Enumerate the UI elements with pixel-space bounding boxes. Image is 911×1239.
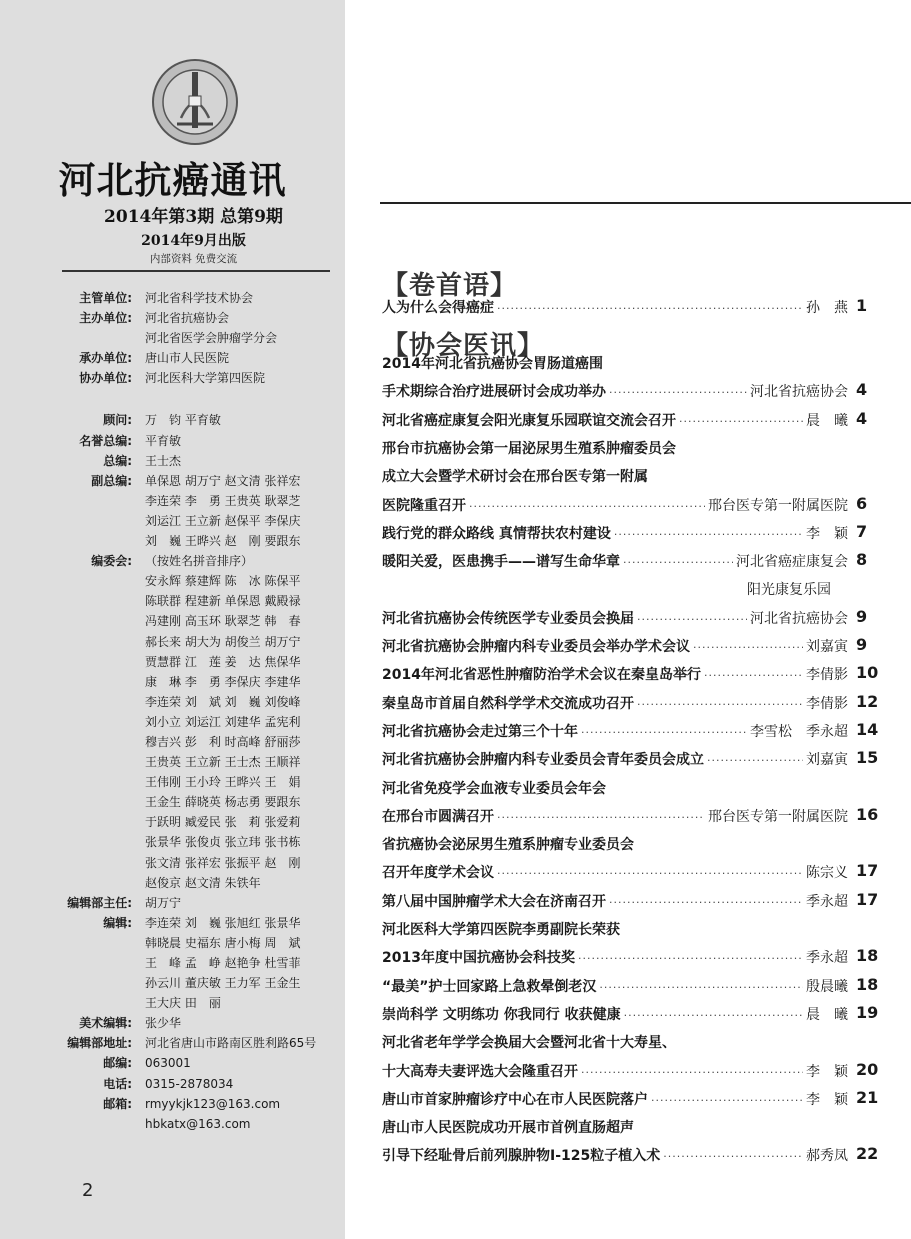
staff-label	[0, 933, 132, 953]
toc-leader-dots	[637, 613, 747, 626]
staff-row	[0, 1033, 345, 1053]
toc-leader-dots	[651, 1094, 803, 1107]
staff-value: 冯建刚 高玉环 耿翠芝 韩 春	[145, 614, 301, 629]
toc-author: 河北省抗癌协会	[750, 384, 848, 401]
toc-entry-line	[382, 297, 852, 317]
staff-label	[0, 531, 132, 551]
masthead-label: 主管单位:	[79, 291, 132, 305]
toc-entry-line	[382, 891, 852, 911]
staff-row	[0, 853, 345, 873]
toc-author: 邢台医专第一附属医院	[708, 497, 848, 514]
toc-title: “最美”护士回家路上急救晕倒老汉	[382, 978, 597, 995]
staff-value: 王 峰 孟 峥 赵艳争 杜雪菲	[145, 956, 301, 970]
staff-value: （按姓名拼音排序）	[145, 554, 254, 569]
toc-page-number: 7	[856, 521, 868, 541]
toc-title: 召开年度学术会议	[382, 865, 494, 882]
staff-row	[0, 1013, 345, 1033]
toc-title: 2013年度中国抗癌协会科技奖	[382, 950, 575, 967]
toc-entry-line	[382, 1061, 852, 1081]
toc-leader-dots	[578, 952, 803, 965]
toc-page-number: 19	[856, 1002, 879, 1022]
staff-value: 刘运江 王立新 赵保平 李保庆	[145, 513, 301, 528]
staff-label	[0, 812, 132, 832]
toc-entry-line	[382, 664, 852, 684]
toc-leader-dots	[609, 386, 747, 399]
staff-row	[0, 893, 345, 913]
toc-title: 第八届中国肿瘤学术大会在济南召开	[382, 893, 606, 910]
toc-title: 十大高寿夫妻评选大会隆重召开	[382, 1063, 578, 1080]
toc-entry-line	[382, 636, 852, 656]
staff-value: 万 钧 平育敏	[145, 413, 221, 428]
staff-label: 编辑部地址:	[67, 1036, 132, 1051]
toc-entry-line	[382, 551, 852, 571]
staff-label	[0, 853, 132, 873]
staff-value: 贾慧群 江 莲 姜 达 焦保华	[145, 654, 301, 669]
staff-value: 张少华	[145, 1016, 182, 1031]
staff-label	[0, 732, 132, 752]
staff-row	[0, 632, 345, 652]
staff-label: 总编:	[103, 453, 132, 468]
toc-leader-dots	[609, 896, 803, 909]
toc-entry-line	[382, 862, 852, 882]
toc-author: 刘嘉寅	[806, 639, 848, 655]
toc-page-number: 14	[856, 719, 879, 739]
toc-author: 季永超	[806, 893, 848, 910]
toc-title-line: 河北省老年学学会换届大会暨河北省十大寿星、	[382, 1035, 676, 1052]
staff-label	[0, 792, 132, 812]
staff-value: 平育敏	[145, 433, 182, 448]
staff-row	[0, 913, 345, 933]
staff-label: 邮箱:	[103, 1096, 132, 1111]
staff-label	[0, 692, 132, 712]
staff-row	[0, 752, 345, 772]
staff-label	[0, 632, 132, 652]
staff-row	[0, 551, 345, 571]
staff-value: rmyykjk123@163.com	[145, 1096, 281, 1111]
toc-author: 李倩影	[806, 695, 848, 712]
staff-row	[0, 652, 345, 672]
toc-page-number: 9	[856, 635, 868, 654]
toc-page-number: 4	[856, 408, 868, 428]
staff-row	[0, 591, 345, 611]
masthead-value: 河北省医学会肿瘤学分会	[145, 331, 278, 346]
toc-page-number: 1	[856, 296, 868, 315]
masthead-spacer	[0, 388, 345, 410]
staff-value: 王贵英 王立新 王士杰 王顺祥	[145, 755, 301, 770]
toc-page-number: 18	[856, 974, 879, 994]
staff-row	[0, 511, 345, 531]
staff-row	[0, 410, 345, 430]
masthead-value: 河北省科学技术协会	[145, 291, 254, 305]
toc-author: 刘嘉寅	[806, 752, 848, 769]
staff-value: 王伟刚 王小玲 王晔兴 王 娟	[145, 775, 301, 790]
toc-author: 季永超	[806, 950, 848, 967]
toc-leader-dots	[497, 302, 803, 315]
toc-leader-dots	[581, 1066, 803, 1079]
toc-title: 崇尚科学 文明练功 你我同行 收获健康	[382, 1006, 621, 1023]
magazine-title: 河北抗癌通讯	[58, 158, 287, 202]
toc-author: 李 颖	[806, 1063, 848, 1080]
toc-page-number: 15	[856, 748, 879, 768]
masthead-label: 主办单位:	[79, 311, 132, 326]
toc-title: 河北省抗癌协会肿瘤内科专业委员会举办学术会议	[382, 639, 690, 655]
toc-author: 殷晨曦	[806, 978, 848, 995]
toc-title-line: 2014年河北省抗癌协会胃肠道癌围	[382, 356, 603, 372]
toc-title-line: 邢台市抗癌协会第一届泌尿男生殖系肿瘤委员会	[382, 440, 676, 457]
staff-label	[0, 652, 132, 672]
staff-value: 李连荣 刘 巍 张旭红 张景华	[145, 915, 301, 930]
staff-label	[0, 953, 132, 973]
toc-title: 暖阳关爱，医患携手——谱写生命华章	[382, 554, 620, 571]
toc-page-number: 10	[856, 663, 879, 683]
masthead-row	[0, 328, 345, 348]
toc-author: 晨 曦	[806, 1006, 848, 1023]
toc-author: 陈宗义	[806, 865, 848, 882]
staff-row	[0, 772, 345, 792]
toc-leader-dots	[704, 669, 803, 682]
masthead-value: 唐山市人民医院	[145, 351, 230, 366]
staff-list	[0, 410, 345, 1133]
staff-label: 电话:	[103, 1076, 132, 1091]
toc-page-number: 22	[856, 1144, 879, 1164]
toc-title: 河北省抗癌协会肿瘤内科专业委员会青年委员会成立	[382, 752, 704, 769]
masthead-row	[0, 288, 345, 308]
staff-value: 王士杰	[145, 453, 182, 468]
staff-label	[0, 752, 132, 772]
toc-leader-dots	[497, 811, 705, 824]
staff-label	[0, 873, 132, 893]
toc-author: 河北省癌症康复会	[736, 554, 848, 571]
staff-value: 陈联群 程建新 单保恩 戴殿禄	[145, 594, 301, 609]
section-heading-news: 【协会医讯】	[382, 331, 545, 361]
masthead-label: 协办单位:	[79, 371, 132, 386]
toc-entry-line	[382, 721, 852, 741]
staff-label	[0, 611, 132, 631]
toc-title: 秦皇岛市首届自然科学学术交流成功召开	[382, 695, 634, 712]
toc-title-line: 唐山市人民医院成功开展市首例直肠超声	[382, 1120, 634, 1137]
toc-entry-line	[382, 947, 852, 967]
toc-leader-dots	[599, 981, 803, 994]
toc-title: 唐山市首家肿瘤诊疗中心在市人民医院落户	[382, 1091, 648, 1108]
staff-label: 美术编辑:	[79, 1016, 132, 1031]
staff-row	[0, 1114, 345, 1134]
toc-leader-dots	[707, 754, 803, 767]
toc-title: 医院隆重召开	[382, 497, 466, 514]
toc-title: 引导下经耻骨后前列腺肿物I-125粒子植入术	[382, 1148, 661, 1165]
staff-value: 张文清 张祥宏 张振平 赵 刚	[145, 855, 301, 870]
association-logo	[151, 58, 239, 146]
masthead-row	[0, 348, 345, 368]
staff-label	[0, 571, 132, 591]
toc-author: 李 颖	[806, 1091, 848, 1108]
staff-value: 于跃明 臧爱民 张 莉 张爱莉	[145, 815, 301, 830]
staff-row	[0, 712, 345, 732]
staff-value: 孙云川 董庆敏 王力军 王金生	[145, 976, 301, 991]
toc-author: 晨 曦	[806, 412, 848, 429]
staff-row	[0, 873, 345, 893]
toc-title: 在邢台市圆满召开	[382, 808, 494, 825]
staff-label: 名誉总编:	[79, 433, 132, 448]
toc-entry-line	[382, 749, 852, 769]
toc-leader-dots	[497, 867, 803, 880]
staff-label	[0, 672, 132, 692]
toc-title: 河北省抗癌协会传统医学专业委员会换届	[382, 610, 634, 627]
toc-author: 邢台医专第一附属医院	[708, 808, 848, 825]
toc-page-number: 18	[856, 946, 879, 966]
masthead-label	[0, 328, 132, 348]
toc-title: 河北省癌症康复会阳光康复乐园联谊交流会召开	[382, 412, 676, 429]
contents-top-rule	[380, 202, 911, 204]
section-heading-preface: 【卷首语】	[382, 271, 518, 301]
toc-title: 手术期综合治疗进展研讨会成功举办	[382, 384, 606, 401]
toc-entry-line	[382, 1004, 852, 1024]
staff-label	[0, 1114, 132, 1134]
staff-value: 胡万宁	[145, 895, 182, 910]
staff-value: 单保恩 胡万宁 赵文清 张祥宏	[145, 473, 301, 488]
toc-title-line: 河北省免疫学会血液专业委员会年会	[382, 780, 606, 797]
masthead-panel	[0, 0, 345, 1239]
staff-row	[0, 611, 345, 631]
toc-title: 践行党的群众路线 真情帮扶农村建设	[382, 525, 611, 542]
staff-row	[0, 832, 345, 852]
publication-date: 2014年9月出版	[141, 233, 246, 249]
masthead-list	[0, 288, 345, 1134]
staff-value: 李连荣 李 勇 王贵英 耿翠芝	[145, 493, 301, 508]
staff-row	[0, 812, 345, 832]
internal-note: 内部资料 免费交流	[149, 253, 238, 265]
toc-title: 河北省抗癌协会走过第三个十年	[382, 723, 578, 740]
staff-value: 河北省唐山市路南区胜利路65号	[145, 1036, 317, 1051]
toc-title-line: 成立大会暨学术研讨会在邢台医专第一附属	[382, 469, 648, 486]
toc-entry-line	[382, 1145, 852, 1165]
toc-entry-line	[382, 976, 852, 996]
toc-title-line: 河北医科大学第四医院李勇副院长荣获	[382, 922, 620, 938]
staff-label: 副总编:	[91, 473, 132, 488]
staff-row	[0, 491, 345, 511]
staff-row	[0, 792, 345, 812]
toc-author: 河北省抗癌协会	[750, 610, 848, 627]
toc-entry-line	[382, 523, 852, 543]
staff-row	[0, 953, 345, 973]
staff-value: hbkatx@163.com	[145, 1116, 251, 1131]
staff-value: 安永辉 蔡建辉 陈 冰 陈保平	[145, 574, 301, 589]
staff-label	[0, 973, 132, 993]
toc-page-number: 8	[856, 550, 868, 570]
staff-value: 0315-2878034	[145, 1076, 234, 1091]
staff-row	[0, 692, 345, 712]
staff-row	[0, 431, 345, 451]
masthead-label: 承办单位:	[79, 351, 132, 366]
toc-entry-line	[382, 608, 852, 628]
staff-row	[0, 1074, 345, 1094]
masthead-row	[0, 308, 345, 328]
staff-row	[0, 451, 345, 471]
staff-value: 赵俊京 赵文清 朱铁年	[145, 875, 261, 890]
masthead-value: 河北省抗癌协会	[145, 311, 230, 326]
staff-label: 邮编:	[103, 1056, 132, 1071]
issue-number: 2014年第3期 总第9期	[104, 207, 283, 227]
masthead-row	[0, 368, 345, 388]
toc-leader-dots	[469, 500, 705, 513]
toc-entry-line	[382, 806, 852, 826]
masthead-divider	[62, 270, 330, 272]
staff-value: 王大庆 田 丽	[145, 996, 221, 1011]
toc-page-number: 21	[856, 1087, 879, 1107]
staff-row	[0, 672, 345, 692]
staff-label: 编辑:	[103, 915, 132, 930]
toc-entry-line	[382, 410, 852, 430]
toc-entry-line	[382, 495, 852, 515]
toc-author: 李 颖	[806, 525, 848, 542]
staff-value: 穆吉兴 彭 利 时高峰 舒丽莎	[145, 734, 301, 749]
toc-entry-line	[382, 693, 852, 713]
toc-entry-line	[382, 381, 852, 401]
staff-value: 韩晓晨 史福东 唐小梅 周 斌	[145, 935, 301, 950]
staff-label: 编委会:	[91, 554, 132, 569]
toc-page-number: 4	[856, 380, 868, 400]
toc-page-number: 17	[856, 861, 879, 881]
staff-label	[0, 511, 132, 531]
staff-label: 编辑部主任:	[67, 895, 132, 910]
staff-value: 063001	[145, 1056, 191, 1071]
staff-value: 王金生 薛晓英 杨志勇 要跟东	[145, 795, 301, 810]
toc-author: 孙 燕	[806, 300, 848, 316]
toc-leader-dots	[693, 641, 803, 654]
staff-label	[0, 591, 132, 611]
toc-leader-dots	[679, 415, 803, 428]
toc-title: 2014年河北省恶性肿瘤防治学术会议在秦皇岛举行	[382, 667, 701, 684]
staff-row	[0, 571, 345, 591]
staff-value: 郝长来 胡大为 胡俊兰 胡万宁	[145, 634, 301, 649]
staff-row	[0, 933, 345, 953]
staff-label	[0, 772, 132, 792]
staff-value: 刘 巍 王晔兴 赵 刚 要跟东	[145, 534, 301, 549]
staff-value: 康 琳 李 勇 李保庆 李建华	[145, 674, 301, 689]
staff-row	[0, 993, 345, 1013]
toc-author: 郝秀凤	[806, 1148, 848, 1165]
toc-title: 人为什么会得癌症	[382, 300, 494, 316]
toc-page-number: 6	[856, 493, 868, 513]
staff-label	[0, 491, 132, 511]
toc-leader-dots	[623, 556, 733, 569]
staff-value: 李连荣 刘 斌 刘 巍 刘俊峰	[145, 694, 301, 709]
page-number: 2	[82, 1180, 94, 1201]
staff-row	[0, 1053, 345, 1073]
toc-leader-dots	[624, 1009, 803, 1022]
staff-label	[0, 993, 132, 1013]
staff-value: 刘小立 刘运江 刘建华 孟宪利	[145, 714, 301, 729]
toc-page-number: 17	[856, 889, 879, 909]
toc-author: 李雪松 季永超	[750, 723, 848, 740]
toc-page-number: 12	[856, 691, 879, 711]
toc-entry-line	[382, 1089, 852, 1109]
toc-page-number: 16	[856, 804, 879, 824]
staff-row	[0, 973, 345, 993]
staff-row	[0, 471, 345, 491]
toc-author-continued: 阳光康复乐园	[747, 582, 831, 599]
toc-page-number: 20	[856, 1059, 879, 1079]
masthead-value: 河北医科大学第四医院	[145, 371, 266, 386]
staff-label	[0, 712, 132, 732]
staff-row	[0, 1094, 345, 1114]
staff-row	[0, 531, 345, 551]
staff-value: 张景华 张俊贞 张立玮 张书栋	[145, 835, 301, 850]
staff-label	[0, 832, 132, 852]
toc-page-number: 9	[856, 606, 868, 626]
toc-leader-dots	[581, 726, 747, 739]
toc-author: 李倩影	[806, 667, 848, 684]
staff-label: 顾问:	[103, 413, 132, 428]
toc-leader-dots	[663, 1150, 803, 1163]
toc-leader-dots	[637, 698, 803, 711]
toc-title-line: 省抗癌协会泌尿男生殖系肿瘤专业委员会	[382, 837, 634, 854]
toc-leader-dots	[614, 528, 803, 541]
staff-row	[0, 732, 345, 752]
